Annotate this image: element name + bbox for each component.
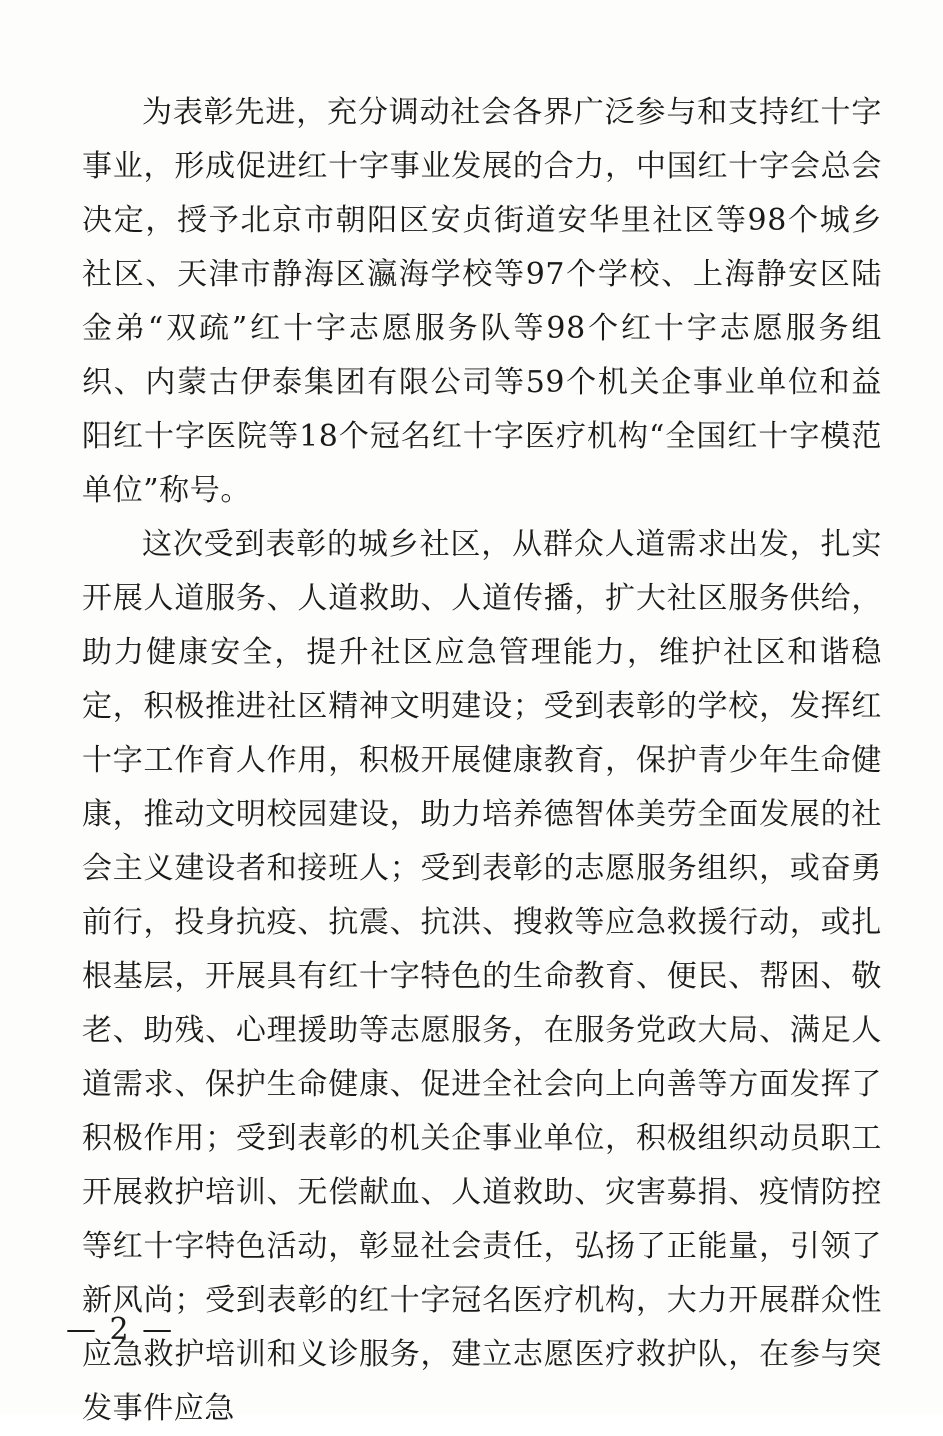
page-number: — 2 — xyxy=(66,1312,175,1347)
paragraph-commended-units-description: 这次受到表彰的城乡社区，从群众人道需求出发，扎实开展人道服务、人道救助、人道传播，扩大社区服务供给，助力健康安全，提升社区应急管理能力，维护社区和谐稳定，积极推进社区精神文明建设；受到表彰的学校，发挥红十字工作育人作用，积极开展健康教育，保护青少年生命健康，推动文明校园建设，助力培养德智体美劳全面发展的社会主义建设者和接班人；受到表彰的志愿服务组织，或奋勇前行，投身抗疫、抗震、抗洪、搜救等应急救援行动，或扎根基层，开展具有红十字特色的生命教育、便民、帮困、敬老、助残、心理援助等志愿服务，在服务党政大局、满足人道需求、保护生命健康、促进全社会向上向善等方面发挥了积极作用；受到表彰的机关企事业单位，积极组织动员职工开展救护培训、无偿献血、人道救助、灾害募捐、疫情防控等红十字特色活动，彰显社会责任，弘扬了正能量，引领了新风尚；受到表彰的红十字冠名医疗机构，大力开展群众性应急救护培训和义诊服务，建立志愿医疗救护队，在参与突发事件应急 xyxy=(82,527,882,1426)
body-text xyxy=(82,86,882,1436)
paragraph-commendation-decision: 为表彰先进，充分调动社会各界广泛参与和支持红十字事业，形成促进红十字事业发展的合力，中国红十字会总会决定，授予北京市朝阳区安贞街道安华里社区等98个城乡社区、天津市静海区瀛海学校等97个学校、上海静安区陆金弟“双疏”红十字志愿服务队等98个红十字志愿服务组织、内蒙古伊泰集团有限公司等59个机关企事业单位和益阳红十字医院等18个冠名红十字医疗机构“全国红十字模范单位”称号。 xyxy=(82,95,882,508)
